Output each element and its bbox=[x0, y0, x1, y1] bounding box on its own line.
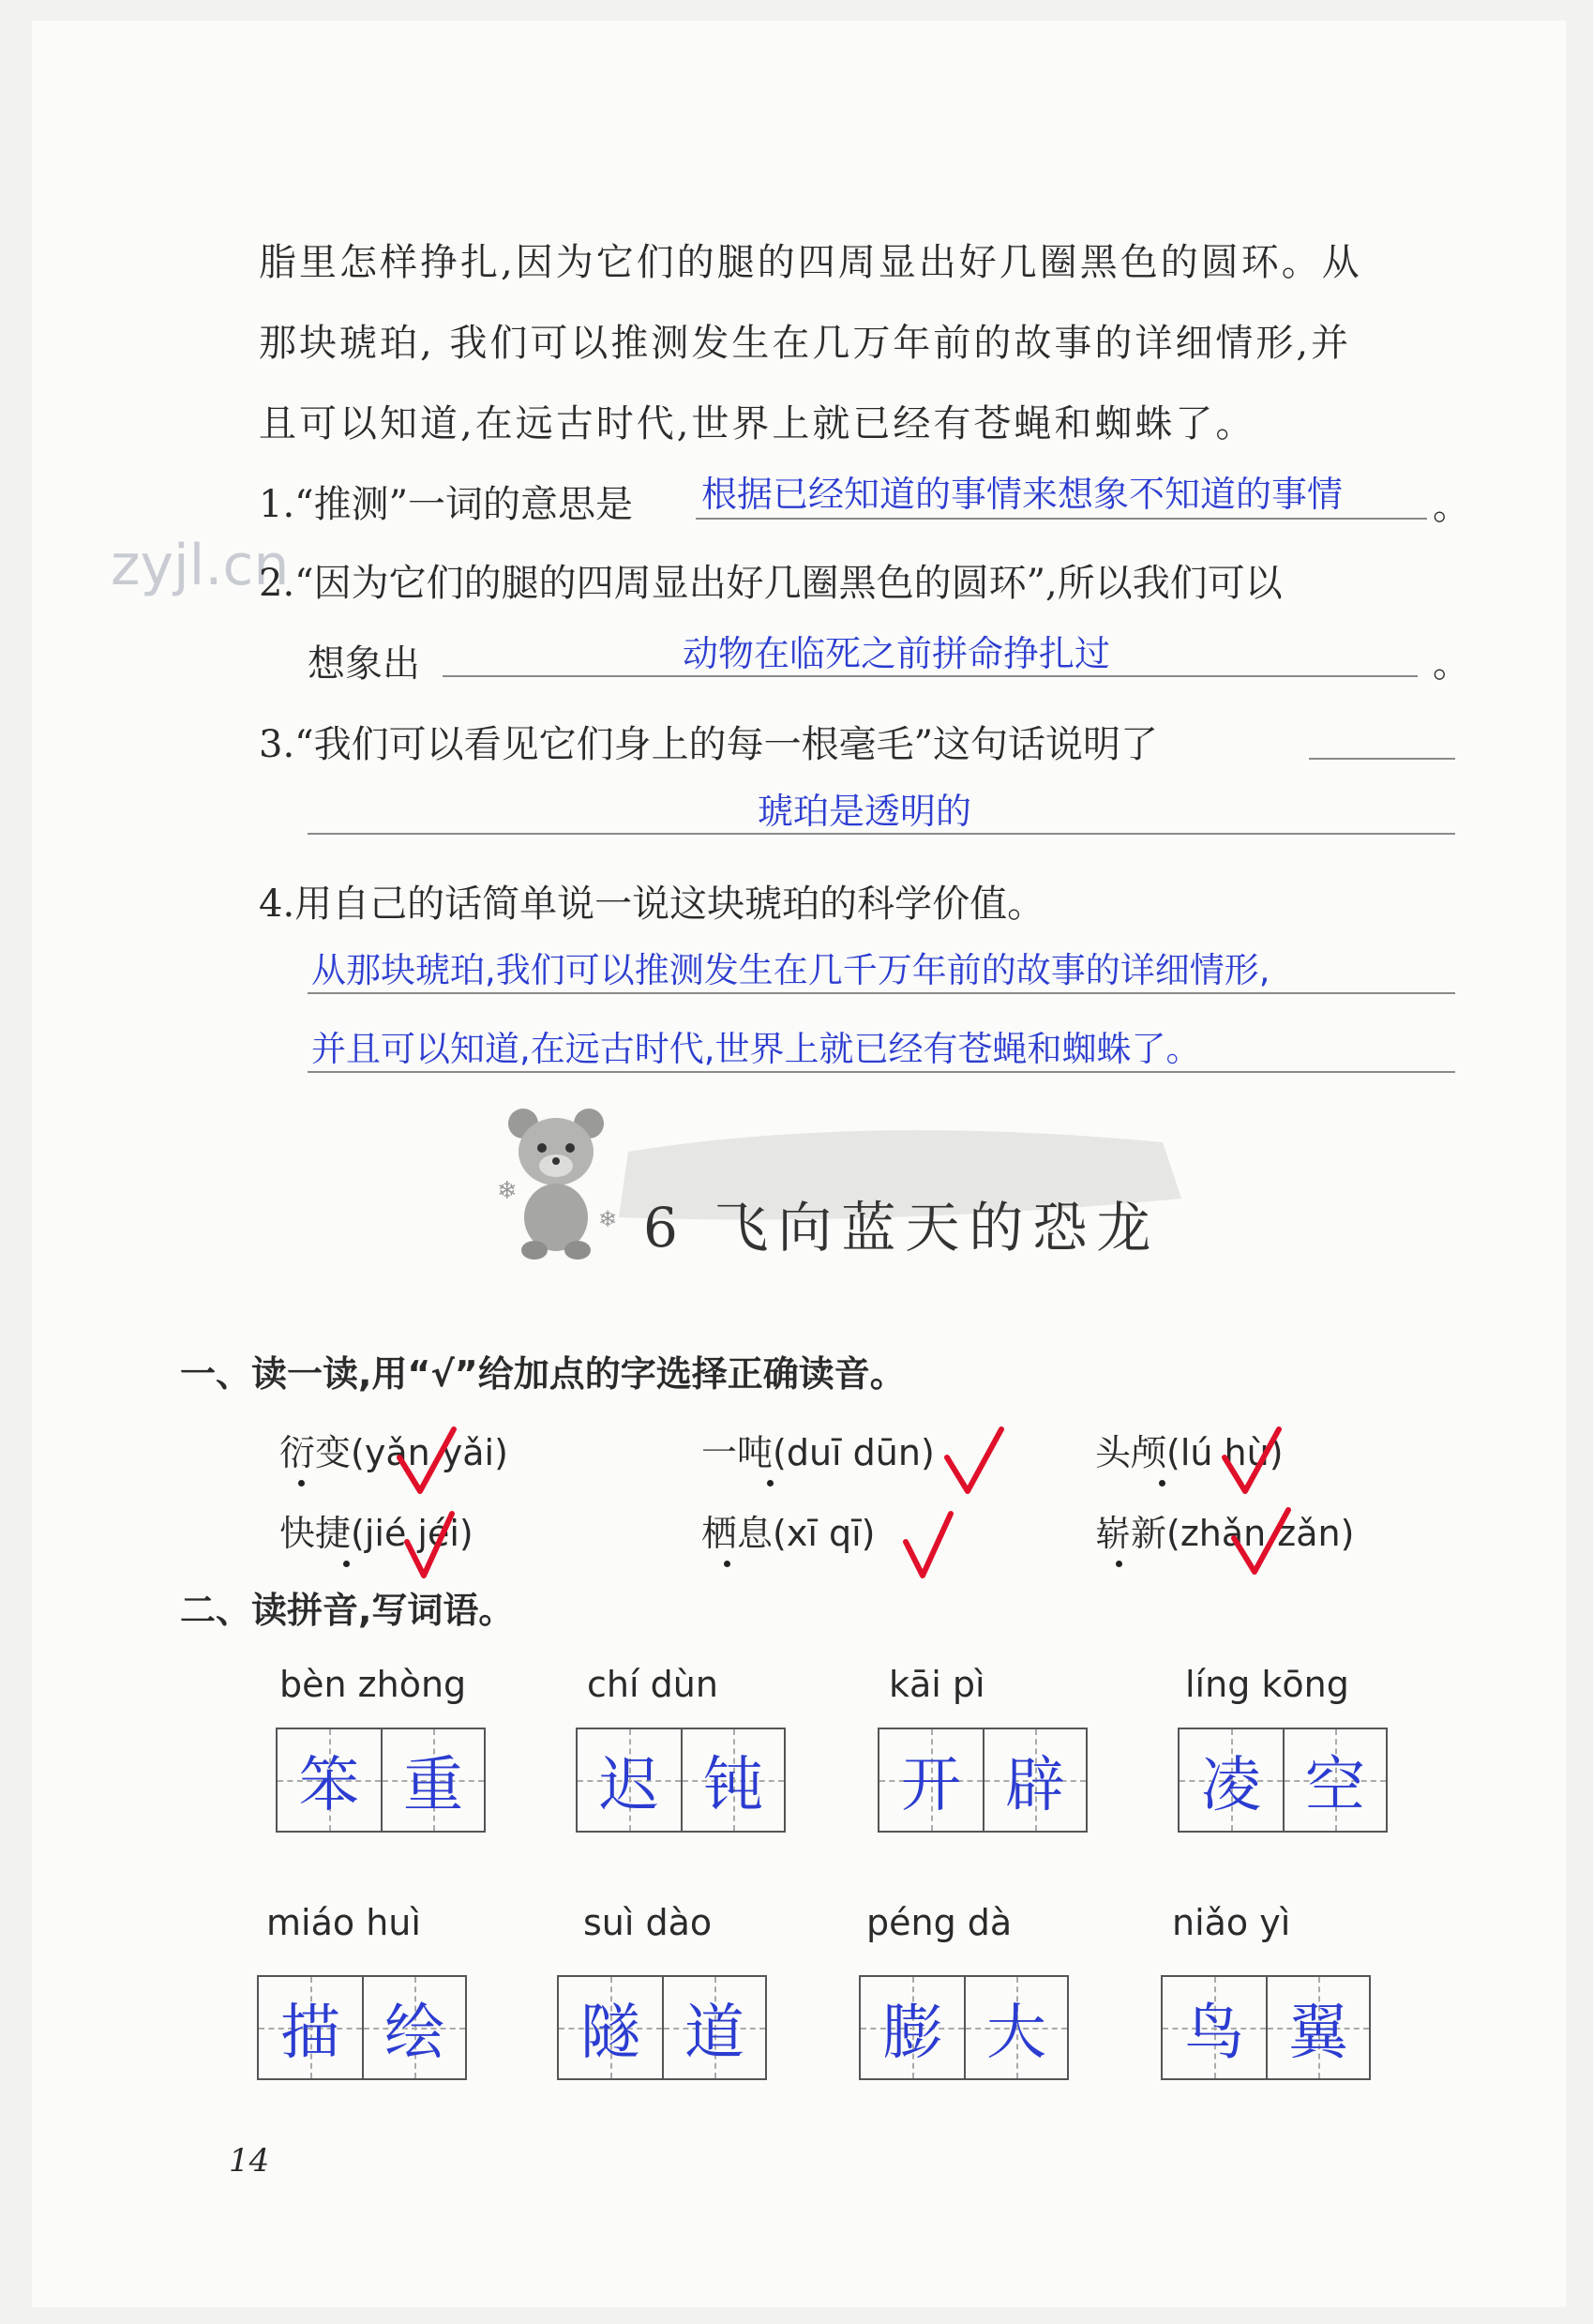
snowflake-icon: ❄ bbox=[497, 1177, 518, 1205]
answer-4-line-2: 并且可以知道,在远古时代,世界上就已经有苍蝇和蜘蛛了。 bbox=[311, 1029, 1201, 1069]
written-character: 翼 bbox=[1287, 1999, 1348, 2068]
watermark: zyjl.cn bbox=[111, 533, 290, 598]
written-character: 道 bbox=[684, 1999, 744, 2068]
written-character: 大 bbox=[985, 1999, 1046, 2068]
writing-grid bbox=[557, 1975, 767, 2080]
written-character: 钝 bbox=[702, 1751, 763, 1820]
page-number: 14 bbox=[229, 2142, 270, 2180]
written-character: 辟 bbox=[1004, 1751, 1065, 1820]
question-4: 4.用自己的话简单说一说这块琥珀的科学价值。 bbox=[259, 883, 1045, 926]
pinyin-label: bèn zhòng bbox=[279, 1664, 467, 1705]
writing-grid bbox=[257, 1975, 467, 2080]
emphasis-dot bbox=[767, 1480, 774, 1486]
question-1: 1.“推测”一词的意思是 bbox=[259, 483, 634, 526]
lesson-title: 6 飞向蓝天的恐龙 bbox=[643, 1196, 1161, 1260]
pinyin-label: chí dùn bbox=[587, 1664, 718, 1705]
emphasis-dot bbox=[343, 1561, 350, 1567]
section-1-heading: 一、读一读,用“√”给加点的字选择正确读音。 bbox=[180, 1353, 906, 1395]
pinyin-choice-item: 栖息(xī qī) bbox=[701, 1513, 876, 1554]
answer-4-line-1: 从那块琥珀,我们可以推测发生在几千万年前的故事的详细情形, bbox=[311, 950, 1270, 990]
writing-grid bbox=[1178, 1728, 1388, 1833]
pinyin-label: miáo huì bbox=[266, 1902, 421, 1943]
pinyin-label: niǎo yì bbox=[1172, 1902, 1291, 1943]
writing-grid bbox=[576, 1728, 786, 1833]
question-3: 3.“我们可以看见它们身上的每一根毫毛”这句话说明了 bbox=[259, 723, 1159, 766]
written-character: 迟 bbox=[598, 1751, 659, 1820]
question-2: 2.“因为它们的腿的四周显出好几圈黑色的圆环”,所以我们可以 bbox=[259, 562, 1283, 605]
question-1-end: 。 bbox=[1433, 485, 1470, 528]
check-mark-icon bbox=[1219, 1424, 1285, 1499]
pinyin-choice-item: 头颅(lú hù) bbox=[1095, 1432, 1284, 1473]
bear-mascot-icon bbox=[508, 1109, 604, 1260]
section-2-heading: 二、读拼音,写词语。 bbox=[180, 1590, 515, 1631]
pinyin-label: kāi pì bbox=[889, 1664, 985, 1705]
check-mark-icon bbox=[900, 1508, 956, 1583]
writing-grid bbox=[859, 1975, 1069, 2080]
writing-grid bbox=[276, 1728, 486, 1833]
passage-line-3: 且可以知道,在远古时代,世界上就已经有苍蝇和蜘蛛了。 bbox=[259, 402, 1256, 445]
written-character: 鸟 bbox=[1183, 1999, 1244, 2068]
written-character: 绘 bbox=[383, 1999, 444, 2068]
check-mark-icon bbox=[401, 1508, 458, 1583]
pinyin-choice-item: 衍变(yǎn yǎi) bbox=[279, 1432, 508, 1473]
answer-1: 根据已经知道的事情来想象不知道的事情 bbox=[701, 474, 1344, 515]
written-character: 膨 bbox=[881, 1999, 942, 2068]
emphasis-dot bbox=[298, 1480, 305, 1486]
written-character: 空 bbox=[1304, 1751, 1365, 1820]
pinyin-label: líng kōng bbox=[1185, 1664, 1349, 1705]
pinyin-label: péng dà bbox=[866, 1902, 1013, 1943]
writing-grid bbox=[1161, 1975, 1371, 2080]
pinyin-label: suì dào bbox=[583, 1902, 713, 1943]
written-character: 开 bbox=[900, 1751, 961, 1820]
question-2-line2: 想象出 bbox=[308, 642, 420, 686]
written-character: 描 bbox=[279, 1999, 340, 2068]
emphasis-dot bbox=[724, 1561, 730, 1567]
written-character: 凌 bbox=[1200, 1751, 1261, 1820]
answer-2: 动物在临死之前拼命挣扎过 bbox=[683, 633, 1111, 674]
emphasis-dot bbox=[1159, 1480, 1165, 1486]
answer-line-3a bbox=[1309, 758, 1455, 760]
passage-line-1: 脂里怎样挣扎,因为它们的腿的四周显出好几圈黑色的圆环。从 bbox=[259, 241, 1362, 284]
pinyin-choice-item: 快捷(jié jéi) bbox=[279, 1513, 473, 1554]
written-character: 隧 bbox=[579, 1999, 640, 2068]
answer-line-1 bbox=[696, 518, 1427, 520]
pinyin-choice-item: 一吨(duī dūn) bbox=[701, 1432, 935, 1473]
writing-grid bbox=[878, 1728, 1088, 1833]
passage-line-2: 那块琥珀, 我们可以推测发生在几万年前的故事的详细情形,并 bbox=[259, 322, 1352, 365]
answer-line-3b bbox=[308, 833, 1455, 835]
answer-line-4b bbox=[308, 1071, 1455, 1073]
check-mark-icon bbox=[394, 1424, 459, 1499]
pinyin-choice-item: 崭新(zhǎn zǎn) bbox=[1095, 1513, 1355, 1554]
snowflake-icon: ❄ bbox=[598, 1206, 618, 1232]
question-2-end: 。 bbox=[1433, 642, 1470, 686]
check-mark-icon bbox=[941, 1424, 1007, 1499]
written-character: 笨 bbox=[298, 1751, 359, 1820]
written-character: 重 bbox=[402, 1751, 463, 1820]
answer-3: 琥珀是透明的 bbox=[758, 791, 972, 832]
check-mark-icon bbox=[1228, 1504, 1294, 1579]
answer-line-4a bbox=[308, 992, 1455, 994]
emphasis-dot bbox=[1116, 1561, 1122, 1567]
